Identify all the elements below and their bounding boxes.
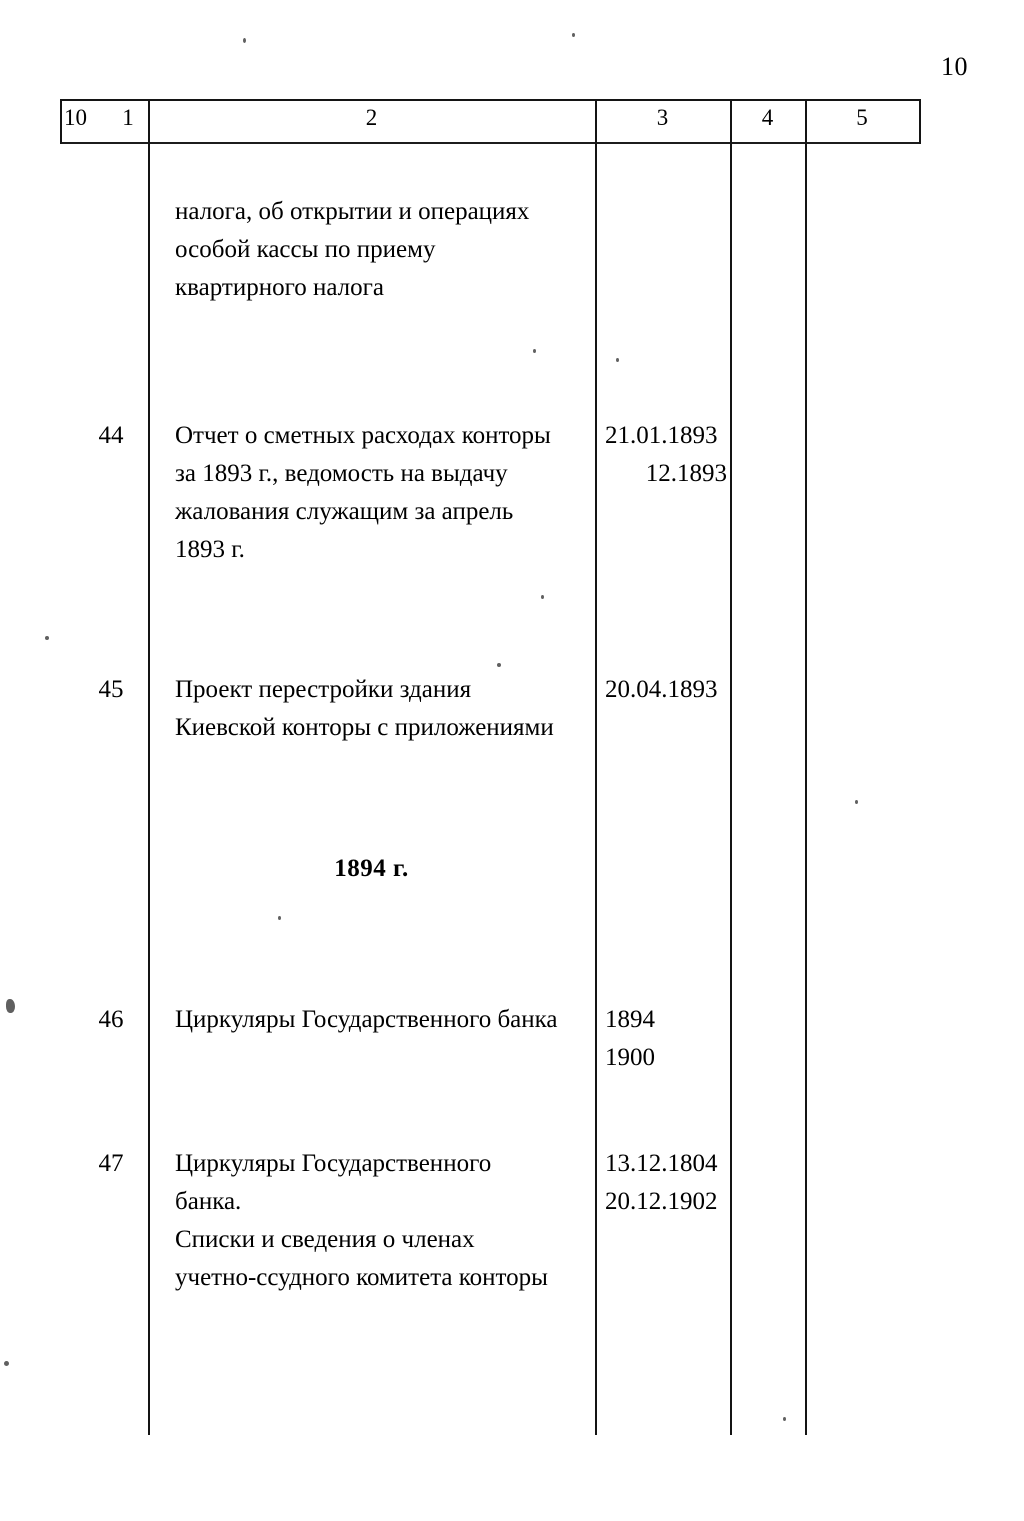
entry-title-line: Списки и сведения о членах	[175, 1226, 475, 1253]
entry-title	[175, 1145, 575, 1297]
column-header-3: 3	[656, 105, 669, 130]
entry-title-line: особой кассы по приему	[175, 236, 436, 263]
column-rule-2-3	[595, 99, 597, 1435]
entry-dates	[605, 671, 727, 709]
table-top-border	[60, 99, 921, 101]
entry-number: 46	[98, 1006, 124, 1033]
page-number: 10	[941, 52, 968, 81]
entry-date: 21.01.1893	[605, 422, 718, 449]
entry-number: 45	[98, 676, 124, 703]
entry-date: 12.1893	[645, 460, 727, 487]
column-rule-4-5	[805, 99, 807, 1435]
scan-speckle	[243, 38, 246, 43]
column-header-4: 4	[761, 105, 774, 130]
scan-speckle	[6, 999, 15, 1013]
entry-title-line: 1893 г.	[175, 536, 245, 563]
entry-title-line: за 1893 г., ведомость на выдачу	[175, 460, 508, 487]
entry-dates	[605, 1001, 727, 1077]
entry-date: 1894	[605, 1006, 655, 1033]
entry-date: 20.04.1893	[605, 676, 718, 703]
column-rule-1-2	[148, 99, 150, 1435]
entry-number: 47	[98, 1150, 124, 1177]
year-section-heading: 1894 г.	[334, 855, 409, 882]
entry-number: 44	[98, 422, 124, 449]
column-header-2: 2	[365, 105, 378, 130]
table-header-underline	[60, 142, 921, 144]
entry-title	[175, 417, 575, 569]
entry-dates	[605, 417, 727, 493]
entry-title-line: Отчет о сметных расходах конторы	[175, 422, 551, 449]
entry-title-line: учетно-ссудного комитета конторы	[175, 1264, 548, 1291]
column-rule-left	[60, 99, 62, 144]
entry-title-line: жалования служащим за апрель	[175, 498, 514, 525]
entry-title-line: Киевской конторы с приложениями	[175, 714, 554, 741]
column-rule-right	[919, 99, 921, 144]
scan-speckle	[572, 33, 575, 37]
entry-title-line: квартирного налога	[175, 274, 384, 301]
sheet-marker: 10	[64, 105, 87, 130]
entry-title-line: Проект перестройки здания	[175, 676, 472, 703]
column-header-5: 5	[856, 105, 868, 130]
archive-inventory-table	[60, 99, 921, 1435]
entry-title-line: Циркуляры Государственного	[175, 1150, 492, 1177]
entry-date: 20.12.1902	[605, 1188, 718, 1215]
entry-title	[175, 1001, 575, 1039]
entry-dates	[605, 1145, 727, 1221]
entry-date: 13.12.1804	[605, 1150, 718, 1177]
entry-title-line: банка.	[175, 1188, 242, 1215]
entry-title	[175, 671, 575, 747]
entry-title-line: Циркуляры Государственного банка	[175, 1006, 558, 1033]
scan-speckle	[45, 636, 49, 640]
entry-title-line: налога, об открытии и операциях	[175, 198, 530, 225]
scan-speckle	[4, 1361, 9, 1366]
entry-date: 1900	[605, 1044, 655, 1071]
column-rule-3-4	[730, 99, 732, 1435]
entry-title	[175, 193, 575, 307]
column-header-1: 1	[122, 105, 134, 130]
